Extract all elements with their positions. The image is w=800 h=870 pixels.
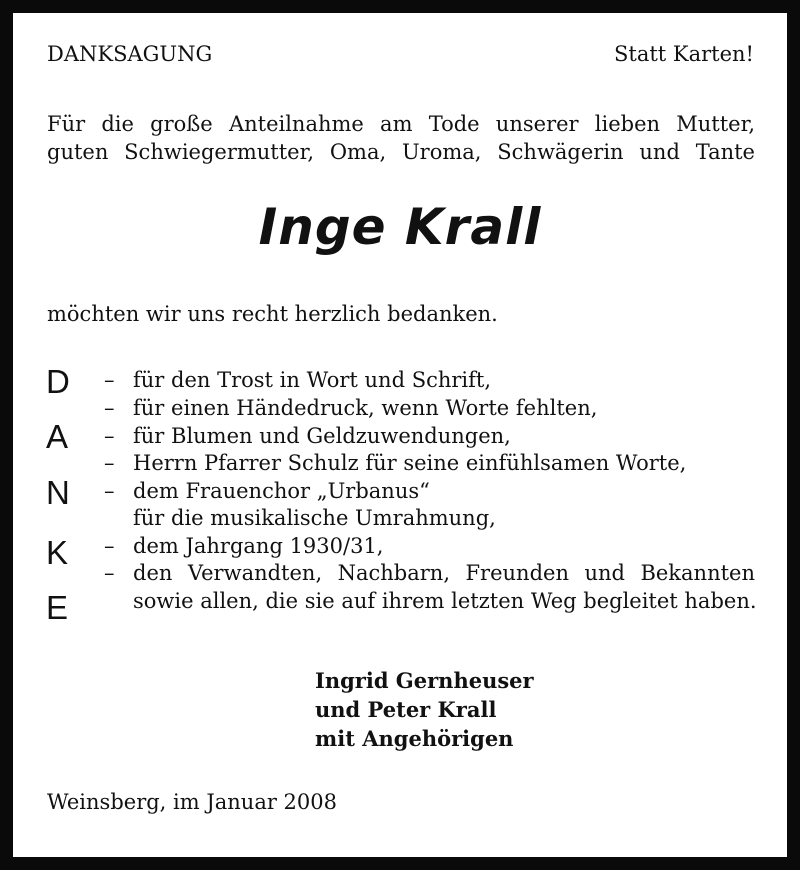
list-item: den Verwandten, Nachbarn, Freunden und Bekannten [133,561,755,585]
acrostic-letter: A [46,418,69,455]
list-dash: – [104,479,115,503]
intro-line: guten Schwiegermutter, Oma, Uroma, Schwägerin und Tante [47,140,755,164]
notice-heading: DANKSAGUNG [47,42,213,66]
list-dash: – [104,534,115,558]
list-item: für die musikalische Umrahmung, [133,506,496,530]
list-item: Herrn Pfarrer Schulz für seine einfühlsamen Worte, [133,451,687,475]
signature-line: Ingrid Gernheuser [315,668,534,693]
list-dash: – [104,368,115,392]
acrostic-letter: N [46,474,70,511]
signature-line: und Peter Krall [315,697,497,722]
intro-line: Für die große Anteilnahme am Tode unserer lieben Mutter, [47,112,755,136]
signature-line: mit Angehörigen [315,726,514,751]
acrostic-letter: K [46,534,69,571]
thanks-line: möchten wir uns recht herzlich bedanken. [47,302,498,326]
acrostic-letter: E [46,589,69,626]
list-item: sowie allen, die sie auf ihrem letzten Weg begleitet haben. [133,589,757,613]
list-item: für einen Händedruck, wenn Worte fehlten, [133,396,598,420]
list-item: für Blumen und Geldzuwendungen, [133,424,511,448]
list-dash: – [104,424,115,448]
list-item: dem Frauenchor „Urbanus“ [133,479,430,503]
list-dash: – [104,451,115,475]
list-dash: – [104,396,115,420]
list-item: für den Trost in Wort und Schrift, [133,368,492,392]
deceased-name: Inge Krall [258,198,542,256]
acrostic-letter: D [46,363,70,400]
list-item: dem Jahrgang 1930/31, [133,534,384,558]
place-date: Weinsberg, im Januar 2008 [47,790,337,814]
notice-subheading: Statt Karten! [614,42,754,66]
list-dash: – [104,561,115,585]
